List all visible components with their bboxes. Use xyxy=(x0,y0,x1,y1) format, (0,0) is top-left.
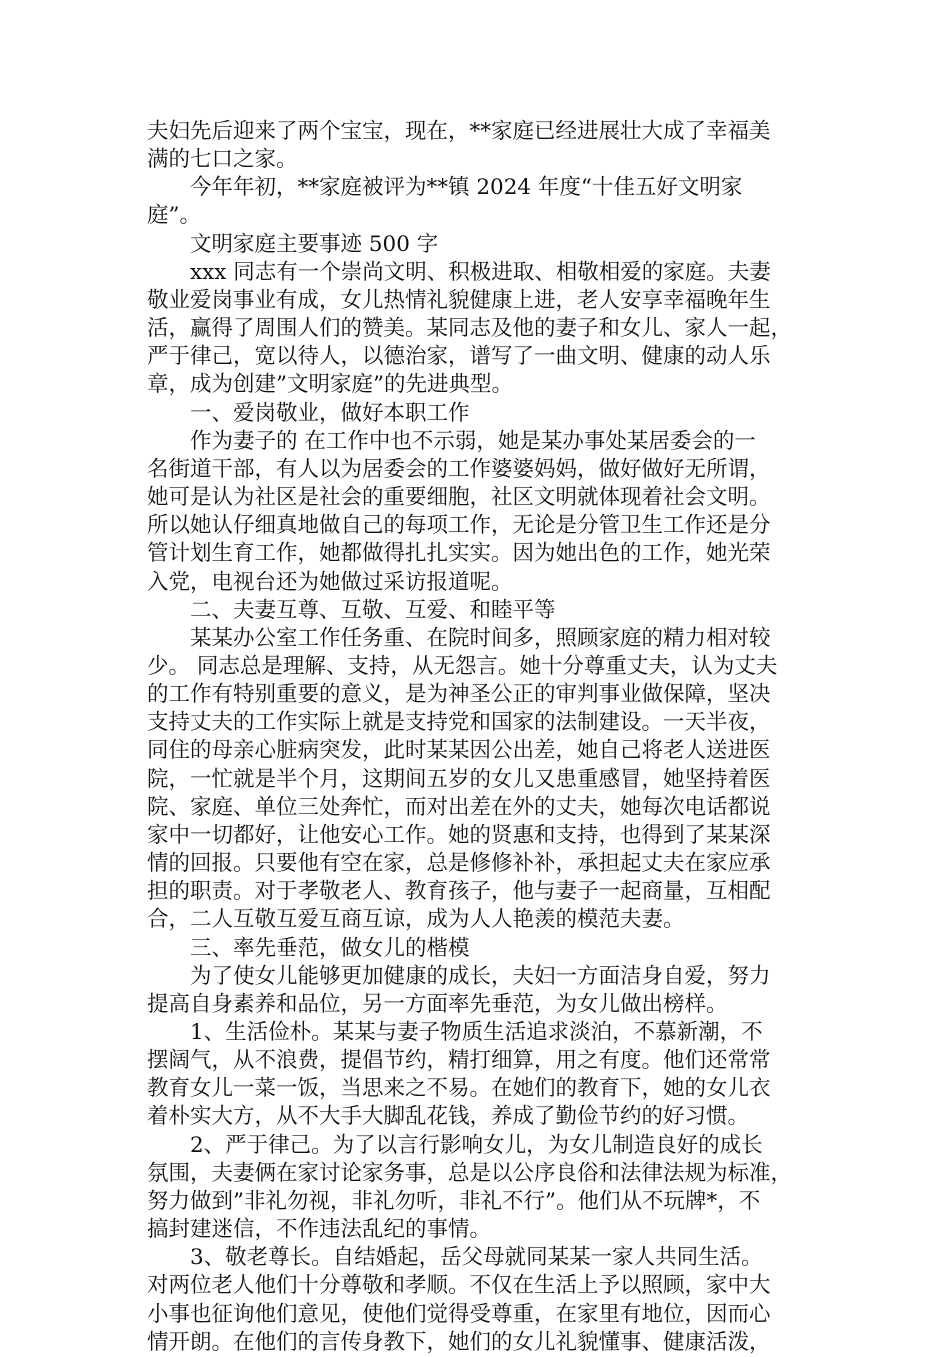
text-line: 合，二人互敬互爱互商互谅，成为人人艳羡的模范夫妻。 xyxy=(147,907,685,933)
text-line: 情的回报。只要他有空在家，总是修修补补，承担起丈夫在家应承 xyxy=(147,851,771,877)
text-line: 今年年初，**家庭被评为**镇 2024 年度“十佳五好文明家 xyxy=(147,175,743,201)
text-line: 名街道干部，有人以为居委会的工作婆婆妈妈，做好做好无所谓， xyxy=(147,456,771,482)
text-line: xxx 同志有一个崇尚文明、积极进取、相敬相爱的家庭。夫妻 xyxy=(147,259,771,285)
text-line: 入党，电视台还为她做过采访报道呢。 xyxy=(147,569,513,595)
text-line: 满的七口之家。 xyxy=(147,147,298,173)
text-line: 夫妇先后迎来了两个宝宝，现在，**家庭已经进展壮大成了幸福美 xyxy=(147,119,771,144)
text-line: 摆阔气，从不浪费，提倡节约，精打细算，用之有度。他们还常常 xyxy=(147,1048,771,1074)
text-line: 对两位老人他们十分尊敬和孝顺。不仅在生活上予以照顾，家中大 xyxy=(147,1273,771,1299)
text-line: 所以她认仔细真地做自己的每项工作，无论是分管卫生工作还是分 xyxy=(147,513,771,539)
text-line: 3、敬老尊长。自结婚起，岳父母就同某某一家人共同生活。 xyxy=(147,1245,763,1271)
text-line: 少。 同志总是理解、支持，从无怨言。她十分尊重丈夫，认为丈夫 xyxy=(147,653,778,679)
text-line: 的工作有特别重要的意义，是为神圣公正的审判事业做保障，坚决 xyxy=(147,682,771,708)
text-line: 着朴实大方，从不大手大脚乱花钱，养成了勤俭节约的好习惯。 xyxy=(147,1104,750,1130)
text-line: 院、家庭、单位三处奔忙，而对出差在外的丈夫，她每次电话都说 xyxy=(147,794,771,820)
text-line: 提高自身素养和品位，另一方面率先垂范，为女儿做出榜样。 xyxy=(147,991,728,1017)
text-line: 严于律己，宽以待人，以德治家，谱写了一曲文明、健康的动人乐 xyxy=(147,344,771,370)
text-line: 院，一忙就是半个月，这期间五岁的女儿又患重感冒，她坚持着医 xyxy=(147,766,771,792)
section-heading: 二、夫妻互尊、互敬、互爱、和睦平等 xyxy=(147,597,556,623)
text-line: 作为妻子的 在工作中也不示弱，她是某办事处某居委会的一 xyxy=(147,428,756,454)
text-line: 2、严于律己。为了以言行影响女儿，为女儿制造良好的成长 xyxy=(147,1132,763,1158)
text-line: 氛围，夫妻俩在家讨论家务事，总是以公序良俗和法律法规为标准， xyxy=(147,1160,793,1186)
text-line: 管计划生育工作，她都做得扎扎实实。因为她出色的工作，她光荣 xyxy=(147,541,771,567)
text-line: 支持丈夫的工作实际上就是支持党和国家的法制建设。一天半夜， xyxy=(147,710,771,736)
text-line: 担的职责。对于孝敬老人、教育孩子，他与妻子一起商量，互相配 xyxy=(147,879,771,905)
section-heading: 文明家庭主要事迹 500 字 xyxy=(147,231,439,257)
text-line: 章，成为创建”文明家庭”的先进典型。 xyxy=(147,372,513,398)
text-line: 努力做到”非礼勿视，非礼勿听，非礼不行”。他们从不玩牌*，不 xyxy=(147,1188,761,1214)
text-line: 她可是认为社区是社会的重要细胞，社区文明就体现着社会文明。 xyxy=(147,485,771,511)
text-line: 家中一切都好，让他安心工作。她的贤惠和支持，也得到了某某深 xyxy=(147,822,771,848)
text-line: 搞封建迷信，不作违法乱纪的事情。 xyxy=(147,1217,492,1243)
section-heading: 三、率先垂范，做女儿的楷模 xyxy=(147,935,470,961)
text-line: 某某办公室工作任务重、在院时间多，照顾家庭的精力相对较 xyxy=(147,625,771,651)
text-line: 情开朗。在他们的言传身教下，她们的女儿礼貌懂事、健康活泼， xyxy=(147,1329,771,1355)
section-heading: 一、爱岗敬业，做好本职工作 xyxy=(147,400,470,426)
text-line: 敬业爱岗事业有成，女儿热情礼貌健康上进，老人安享幸福晚年生 xyxy=(147,287,771,313)
text-line: 为了使女儿能够更加健康的成长，夫妇一方面洁身自爱，努力 xyxy=(147,963,771,989)
text-line: 同住的母亲心脏病突发，此时某某因公出差，她自己将老人送进医 xyxy=(147,738,771,764)
text-line: 教育女儿一菜一饭，当思来之不易。在她们的教育下，她的女儿衣 xyxy=(147,1076,771,1102)
document-body xyxy=(147,118,807,1357)
text-line: 活，赢得了周围人们的赞美。某同志及他的妻子和女儿、家人一起， xyxy=(147,316,793,342)
text-line: 庭”。 xyxy=(147,203,201,229)
text-line: 1、生活俭朴。某某与妻子物质生活追求淡泊，不慕新潮，不 xyxy=(147,1020,763,1045)
text-line: 小事也征询他们意见，使他们觉得受尊重，在家里有地位，因而心 xyxy=(147,1301,771,1327)
